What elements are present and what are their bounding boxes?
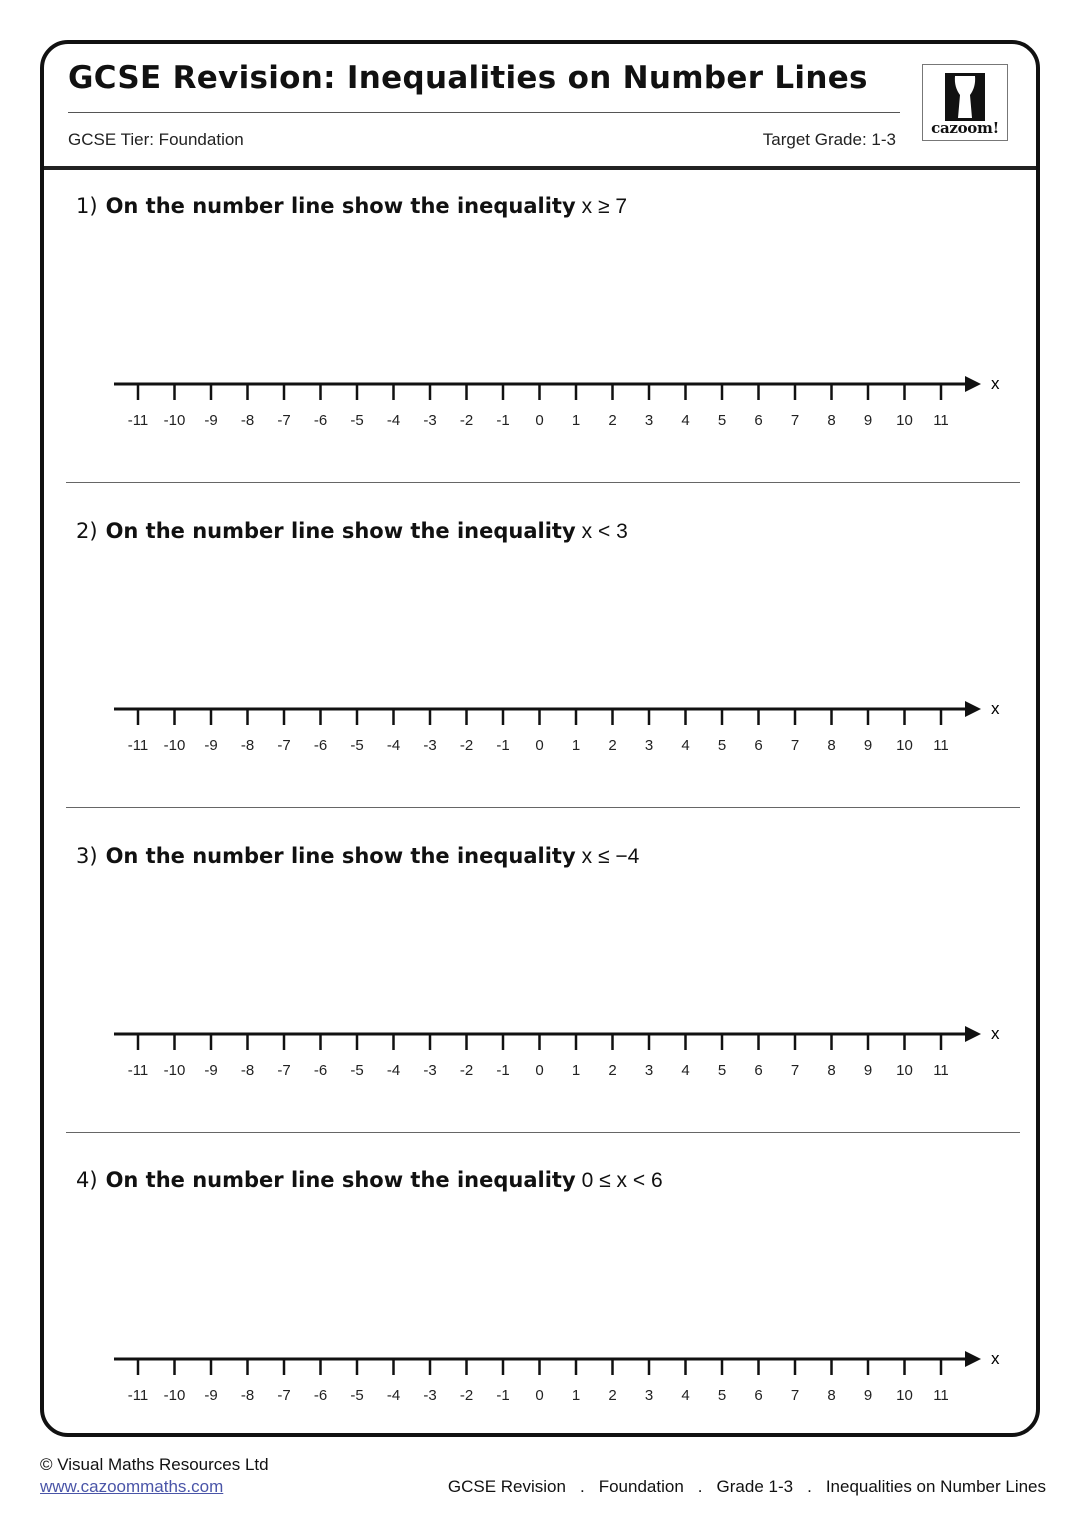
- arrow-head-icon: [965, 1026, 981, 1042]
- tick-label: 8: [827, 737, 836, 754]
- tick-label: -8: [240, 412, 255, 429]
- tick-label: -2: [459, 737, 474, 754]
- tick-label: 1: [571, 412, 581, 429]
- tick-label: -1: [496, 1387, 510, 1404]
- tick-label: 1: [571, 1062, 581, 1079]
- tick-label: -11: [127, 1387, 149, 1404]
- copyright-text: © Visual Maths Resources Ltd: [40, 1455, 269, 1474]
- tick-label: 10: [896, 1387, 913, 1404]
- tick-label: 2: [608, 1062, 617, 1079]
- tick-label: -7: [277, 1062, 291, 1079]
- tick-label: 6: [754, 412, 763, 429]
- question-prompt: [76, 519, 628, 544]
- tick-label: -10: [163, 737, 186, 754]
- footer-breadcrumb: [448, 1477, 1046, 1497]
- tick-label: 3: [644, 1062, 654, 1079]
- tick-label: -4: [386, 1062, 401, 1079]
- section-divider: [66, 482, 1020, 483]
- inequality-expression: x ≥ 7: [581, 195, 628, 218]
- tick-label: -11: [127, 1062, 149, 1079]
- number-line[interactable]: [44, 1349, 1036, 1409]
- number-line[interactable]: [44, 699, 1036, 759]
- question-stem: On the number line show the inequality: [105, 844, 576, 868]
- tick-label: -3: [423, 1062, 437, 1079]
- tick-label: -9: [204, 1062, 218, 1079]
- tier-label: GCSE Tier: Foundation: [68, 130, 244, 149]
- tick-label: 10: [896, 1062, 913, 1079]
- breadcrumb-separator: .: [807, 1477, 812, 1496]
- tick-label: -8: [240, 1387, 255, 1404]
- axis-label: x: [991, 699, 1000, 718]
- tick-label: 2: [608, 412, 617, 429]
- tick-label: 3: [644, 412, 654, 429]
- tick-label: -6: [313, 1062, 328, 1079]
- question-prompt: [76, 194, 627, 219]
- arrow-head-icon: [965, 1351, 981, 1367]
- tick-label: -5: [350, 412, 364, 429]
- tick-label: 10: [896, 737, 913, 754]
- tick-label: 11: [933, 1387, 949, 1404]
- tick-label: -6: [313, 737, 328, 754]
- breadcrumb-item: Grade 1-3: [716, 1477, 794, 1496]
- axis-label: x: [991, 1024, 1000, 1043]
- tick-label: 5: [717, 737, 727, 754]
- tick-label: -7: [277, 1387, 291, 1404]
- tick-label: -10: [163, 412, 186, 429]
- question-stem: On the number line show the inequality: [105, 194, 576, 218]
- tick-label: -2: [459, 1062, 474, 1079]
- tick-label: 9: [863, 1062, 873, 1079]
- tick-label: 6: [754, 737, 763, 754]
- tick-label: 4: [681, 737, 690, 754]
- tick-label: -3: [423, 1387, 437, 1404]
- question-stem: On the number line show the inequality: [105, 1168, 576, 1192]
- tick-label: 9: [863, 1387, 873, 1404]
- tick-label: 2: [608, 737, 617, 754]
- tick-label: 8: [827, 1062, 836, 1079]
- tick-label: -8: [240, 737, 255, 754]
- tick-label: -4: [386, 737, 401, 754]
- worksheet-header: [44, 44, 1036, 170]
- section-divider: [66, 807, 1020, 808]
- tick-label: -6: [313, 412, 328, 429]
- tick-label: 5: [717, 1062, 727, 1079]
- tick-label: 9: [863, 412, 873, 429]
- breadcrumb-item: GCSE Revision: [447, 1477, 566, 1496]
- title-divider: [68, 112, 900, 113]
- tick-label: 0: [535, 1062, 544, 1079]
- tick-label: 0: [535, 1387, 544, 1404]
- tick-label: 0: [535, 737, 544, 754]
- worksheet-frame: [40, 40, 1040, 1437]
- question-prompt: [76, 844, 639, 869]
- tick-label: 5: [717, 412, 727, 429]
- breadcrumb-separator: .: [697, 1477, 703, 1496]
- number-line[interactable]: [44, 374, 1036, 434]
- tick-label: 4: [681, 1387, 690, 1404]
- tick-label: 7: [790, 412, 800, 429]
- tick-label: -10: [163, 1062, 186, 1079]
- tick-label: 11: [933, 737, 949, 754]
- tick-label: 4: [681, 412, 690, 429]
- section-divider: [66, 1132, 1020, 1133]
- tick-label: 9: [863, 737, 873, 754]
- footer-copyright-block: [40, 1455, 269, 1497]
- breadcrumb-item: Foundation: [598, 1477, 684, 1496]
- cazoom-logo: [922, 64, 1008, 141]
- page-title: GCSE Revision: Inequalities on Number Lines: [68, 60, 868, 96]
- tick-label: -10: [163, 1387, 186, 1404]
- tick-label: 11: [933, 1062, 949, 1079]
- tick-label: -7: [277, 737, 291, 754]
- target-grade-label: Target Grade: 1-3: [762, 130, 896, 149]
- website-link[interactable]: www.cazoommaths.com: [40, 1477, 224, 1496]
- tick-label: 7: [790, 1062, 800, 1079]
- tick-label: 7: [790, 737, 800, 754]
- djembe-drum-icon: [945, 73, 985, 121]
- tick-label: -9: [204, 412, 218, 429]
- tick-label: -5: [350, 1387, 364, 1404]
- tick-label: 8: [827, 412, 836, 429]
- arrow-head-icon: [965, 701, 981, 717]
- axis-label: x: [991, 374, 1000, 393]
- number-line[interactable]: [44, 1024, 1036, 1084]
- tick-label: -7: [277, 412, 291, 429]
- tick-label: 8: [827, 1387, 836, 1404]
- question-number: 2): [76, 519, 98, 543]
- tick-label: -6: [313, 1387, 328, 1404]
- inequality-expression: 0 ≤ x < 6: [581, 1169, 663, 1192]
- tick-label: -3: [423, 737, 437, 754]
- question-stem: On the number line show the inequality: [105, 519, 576, 543]
- tick-label: -2: [459, 1387, 474, 1404]
- tick-label: -9: [204, 737, 218, 754]
- tick-label: -8: [240, 1062, 255, 1079]
- tick-label: -2: [459, 412, 474, 429]
- arrow-head-icon: [965, 376, 981, 392]
- tick-label: -11: [127, 737, 149, 754]
- tick-label: 11: [933, 412, 949, 429]
- question-number: 4): [76, 1168, 98, 1192]
- tick-label: 7: [790, 1387, 800, 1404]
- question-number: 1): [76, 194, 98, 218]
- tick-label: -5: [350, 1062, 364, 1079]
- breadcrumb-item: Inequalities on Number Lines: [825, 1477, 1046, 1496]
- tick-label: 3: [644, 1387, 654, 1404]
- tick-label: -5: [350, 737, 364, 754]
- tick-label: -1: [496, 737, 510, 754]
- tick-label: -3: [423, 412, 437, 429]
- tick-label: -11: [127, 412, 149, 429]
- question-prompt: [76, 1168, 663, 1193]
- tick-label: 6: [754, 1062, 763, 1079]
- tick-label: 0: [535, 412, 544, 429]
- tick-label: 5: [717, 1387, 727, 1404]
- tick-label: 10: [896, 412, 913, 429]
- question-number: 3): [76, 844, 98, 868]
- tick-label: 2: [608, 1387, 617, 1404]
- tick-label: 6: [754, 1387, 763, 1404]
- tick-label: 4: [681, 1062, 690, 1079]
- tick-label: 3: [644, 737, 654, 754]
- tick-label: -9: [204, 1387, 218, 1404]
- tick-label: 1: [571, 1387, 581, 1404]
- tick-label: 1: [571, 737, 581, 754]
- tick-label: -4: [386, 412, 401, 429]
- inequality-expression: x ≤ −4: [581, 845, 640, 868]
- tick-label: -1: [496, 412, 510, 429]
- inequality-expression: x < 3: [581, 520, 628, 543]
- breadcrumb-separator: .: [579, 1477, 585, 1496]
- logo-text: cazoom!: [931, 119, 999, 137]
- tick-label: -4: [386, 1387, 401, 1404]
- tick-label: -1: [496, 1062, 510, 1079]
- axis-label: x: [991, 1349, 1000, 1368]
